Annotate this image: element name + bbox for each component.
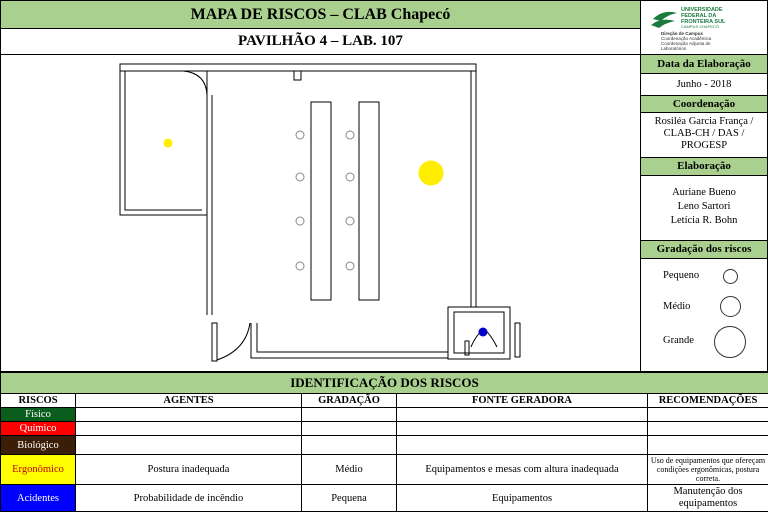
floor-plan-drawing — [1, 55, 641, 371]
coordination-line1: Rosiléa Garcia França / — [654, 116, 754, 127]
stools — [296, 131, 354, 270]
table-row — [1, 485, 768, 512]
grading-label: Gradação dos riscos — [641, 240, 767, 259]
source-cell — [397, 408, 648, 422]
university-logo — [641, 0, 768, 55]
accident-risk-small-icon — [479, 328, 488, 337]
map-title: MAPA DE RISCOS – CLAB Chapecó — [0, 0, 641, 29]
col-recommendations: RECOMENDAÇÕES — [648, 394, 768, 408]
bottom-wall — [251, 313, 448, 358]
risk-biological: Biológico — [1, 436, 76, 455]
source-cell: Equipamentos e mesas com altura inadequada — [397, 455, 648, 485]
rec-cell: Manutenção dos equipamentos — [648, 485, 768, 512]
grade-small-label: Pequeno — [663, 270, 700, 281]
ergonomic-risk-small-icon — [164, 139, 173, 148]
coordination-line3: PROGESP — [680, 140, 728, 151]
floor-plan — [0, 55, 641, 372]
bench-left — [311, 102, 331, 300]
col-risks: RISCOS — [1, 394, 76, 408]
agent-cell — [76, 408, 302, 422]
grade-medium-circle — [720, 296, 741, 317]
source-cell: Equipamentos — [397, 485, 648, 512]
risk-accidents: Acidentes — [1, 485, 76, 512]
elaboration-label: Elaboração — [641, 157, 767, 176]
source-cell — [397, 422, 648, 436]
grade-cell — [302, 422, 397, 436]
door-frame-small-right — [515, 323, 520, 357]
agent-cell — [76, 422, 302, 436]
table-row — [1, 436, 768, 455]
date-label: Data da Elaboração — [641, 55, 767, 74]
side-room-inner-wall — [125, 71, 202, 210]
ergonomic-risk-medium-icon — [419, 161, 444, 186]
risk-physical: Físico — [1, 408, 76, 422]
door-arc-bottom — [217, 323, 250, 360]
top-wall — [120, 64, 476, 71]
grade-cell — [302, 408, 397, 422]
grade-cell — [302, 436, 397, 455]
door-arc-top — [183, 71, 207, 95]
lab-subtitle: PAVILHÃO 4 – LAB. 107 — [0, 29, 641, 55]
date-value: Junho - 2018 — [676, 79, 732, 90]
elaborator-1: Auriane Bueno — [672, 187, 736, 198]
logo-dept4: Laboratórios — [661, 46, 687, 51]
table-banner: IDENTIFICAÇÃO DOS RISCOS — [1, 373, 768, 394]
risk-identification-table — [0, 372, 768, 512]
rec-cell — [648, 422, 768, 436]
rec-cell — [648, 436, 768, 455]
logo-line2: FEDERAL DA — [681, 13, 717, 19]
rec-cell: Uso de equipamentos que ofereçam condições ergonômicas, postura correta. — [648, 455, 768, 485]
grade-large-circle — [714, 326, 746, 358]
source-cell — [397, 436, 648, 455]
elaborator-3: Letícia R. Bohn — [670, 215, 738, 226]
agent-cell: Postura inadequada — [76, 455, 302, 485]
coordination-line2: CLAB-CH / DAS / — [663, 128, 745, 139]
col-source: FONTE GERADORA — [397, 394, 648, 408]
uffs-logo-icon — [641, 1, 767, 55]
grade-cell: Pequena — [302, 485, 397, 512]
door-frame-left — [212, 323, 217, 361]
agent-cell — [76, 436, 302, 455]
coordination-label: Coordenação — [641, 95, 767, 113]
bench-right — [359, 102, 379, 300]
grade-large-label: Grande — [663, 335, 694, 346]
info-panel — [641, 55, 768, 372]
logo-campus: CAMPUS CHAPECÓ — [681, 24, 720, 29]
bottom-inner-wall — [257, 323, 448, 352]
agent-cell: Probabilidade de incêndio — [76, 485, 302, 512]
risk-ergonomic: Ergonômico — [1, 455, 76, 485]
logo-dept2: Coordenação Acadêmica — [661, 36, 712, 41]
logo-dept3: Coordenação Adjunta de — [661, 41, 711, 46]
elaborator-2: Leno Sartori — [677, 201, 731, 212]
grade-cell: Médio — [302, 455, 397, 485]
table-row — [1, 455, 768, 485]
table-row — [1, 422, 768, 436]
grade-small-circle — [723, 269, 738, 284]
logo-line3: FRONTEIRA SUL — [681, 19, 726, 25]
wall-column — [294, 71, 301, 80]
col-agents: AGENTES — [76, 394, 302, 408]
grade-medium-label: Médio — [663, 301, 691, 312]
logo-dept1: Direção de Campus — [661, 31, 704, 36]
table-row — [1, 408, 768, 422]
logo-line1: UNIVERSIDADE — [681, 7, 723, 13]
col-grading: GRADAÇÃO — [302, 394, 397, 408]
risk-chemical: Químico — [1, 422, 76, 436]
rec-cell — [648, 408, 768, 422]
